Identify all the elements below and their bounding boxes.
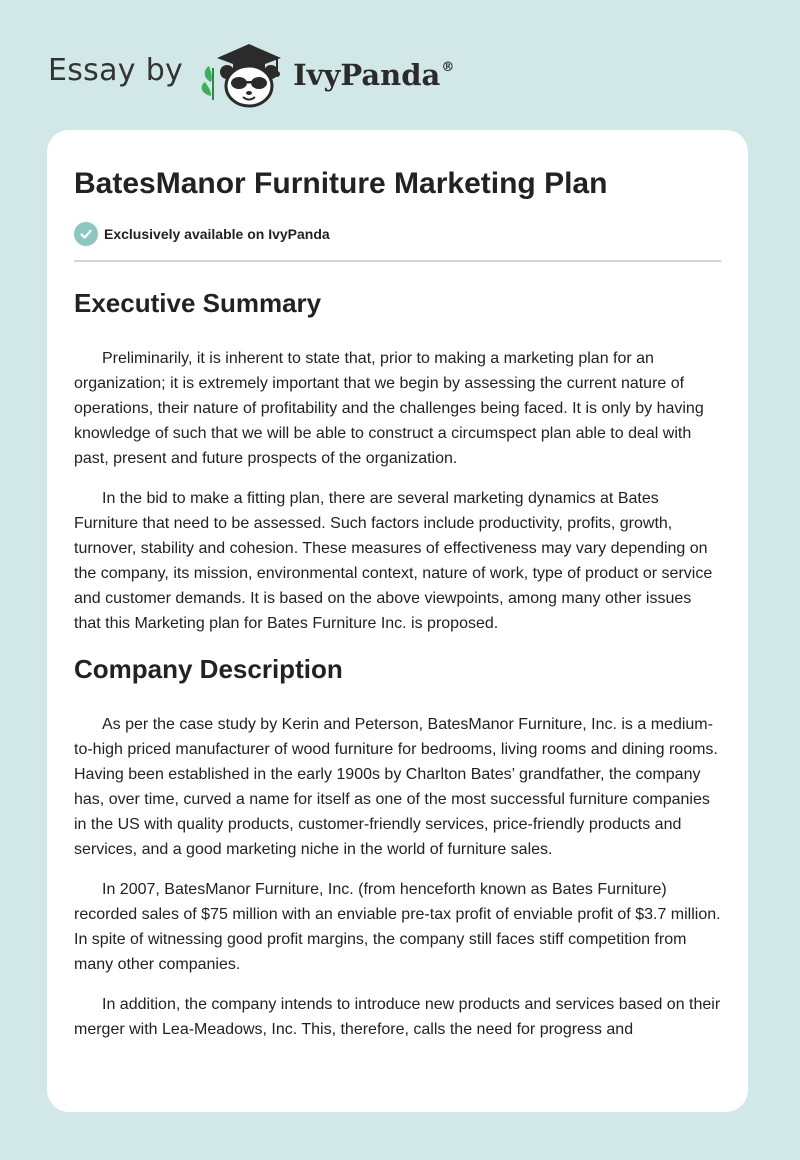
section-heading: Executive Summary [74, 288, 322, 318]
section-heading: Company Description [74, 654, 343, 684]
section-company-description [74, 652, 721, 1042]
exclusive-badge [74, 222, 721, 246]
essay-title: BatesManor Furniture Marketing Plan [74, 167, 608, 200]
title-divider [74, 260, 721, 262]
essay-card [47, 130, 748, 1112]
paragraph: In the bid to make a fitting plan, there are several marketing dynamics at Bates Furniture that need to be assessed. Such factors include productivity, profits, growth, turnover, stability and cohesion. These measures of effectiveness may vary depending on the company, its mission, environmental context, nature of work, type of product or service and customer demands. It is based on the above viewpoints, among many other issues that this Marketing plan for Bates Furniture Inc. is proposed. [74, 490, 713, 632]
essay-by-label: Essay by [48, 52, 184, 88]
paragraph: In addition, the company intends to introduce new products and services based on their merger with Lea-Meadows, Inc. This, therefore, calls the need for progress and [74, 996, 721, 1038]
paragraph: In 2007, BatesManor Furniture, Inc. (from henceforth known as Bates Furniture) recorded sales of $75 million with an enviable pre-tax profit of enviable profit of $3.7 million. In spite of witnessing good profit margins, the company still faces stiff competition from many other companies. [74, 881, 721, 973]
paragraph: Preliminarily, it is inherent to state that, prior to making a marketing plan for an organization; it is extremely important that we begin by assessing the current nature of operations, their nature of profitability and the challenges being faced. It is only by having knowledge of such that we will be able to construct a circumspect plan able to deal with past, present and future prospects of the organization. [74, 350, 704, 467]
section-executive-summary [74, 286, 721, 636]
site-header [48, 38, 454, 108]
registered-mark: ® [441, 60, 455, 75]
panda-graduate-icon [199, 38, 285, 108]
brand-name: IvyPanda® [293, 58, 455, 92]
check-circle-icon [74, 222, 98, 246]
exclusive-badge-text: Exclusively available on IvyPanda [104, 226, 330, 242]
paragraph: As per the case study by Kerin and Peterson, BatesManor Furniture, Inc. is a medium-to-high priced manufacturer of wood furniture for bedrooms, living rooms and dining rooms. Having been established in the early 1900s by Charlton Bates’ grandfather, the company has, over time, curved a name for itself as one of the most successful furniture companies in the US with quality products, customer-friendly services, price-friendly products and services, and a good marketing niche in the world of furniture sales. [74, 716, 718, 858]
